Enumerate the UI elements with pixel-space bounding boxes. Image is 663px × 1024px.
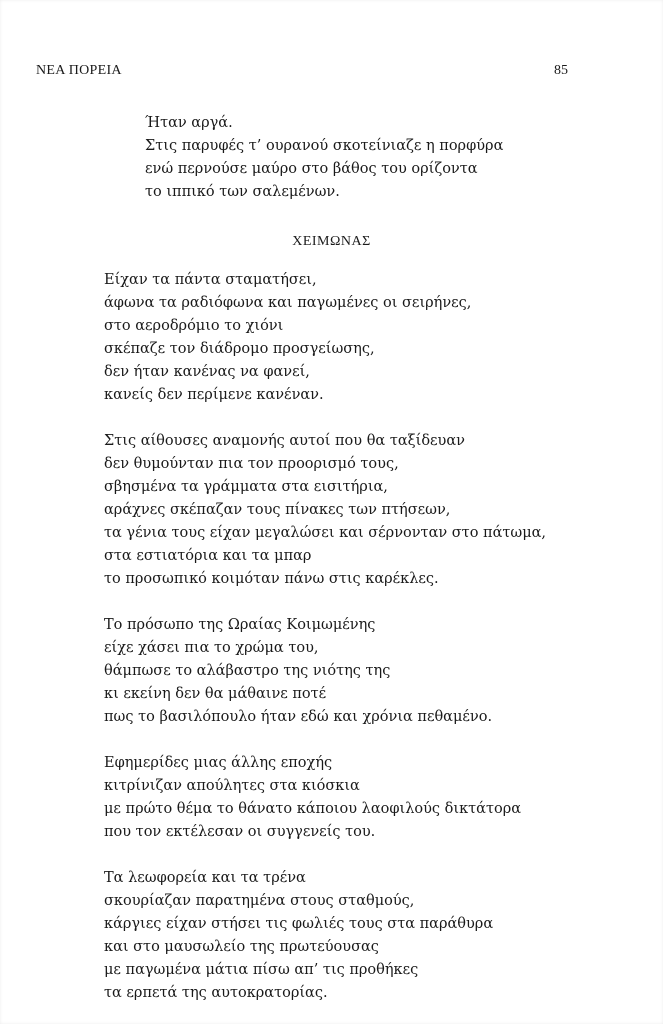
poem-line: στο αεροδρόμιο το χιόνι: [104, 318, 284, 334]
poem-line: δεν ήταν κανένας να φανεί,: [104, 364, 310, 380]
stanza: [104, 867, 546, 1005]
poem-line: Το πρόσωπο της Ωραίας Κοιμωμένης: [104, 617, 376, 633]
running-head: ΝΕΑ ΠΟΡΕΙΑ: [36, 63, 122, 78]
poem-line: και στο μαυσωλείο της πρωτεύουσας: [104, 939, 379, 955]
poem-line: Τα λεωφορεία και τα τρένα: [104, 870, 306, 886]
poem-line: σβησμένα τα γράμματα στα εισιτήρια,: [104, 479, 388, 495]
poem-line: ενώ περνούσε μαύρο στο βάθος του ορίζοντα: [145, 161, 478, 177]
stanza: [104, 269, 546, 407]
poem-line: κιτρίνιζαν απούλητες στα κιόσκια: [104, 778, 360, 794]
stanza: [104, 614, 546, 729]
poem-line: σκέπαζε τον διάδρομο προσγείωσης,: [104, 341, 375, 357]
poem-line: με παγωμένα μάτια πίσω απ’ τις προθήκες: [104, 962, 419, 978]
poem-line: αράχνες σκέπαζαν τους πίνακες των πτήσεων,: [104, 502, 451, 518]
poem-line: άφωνα τα ραδιόφωνα και παγωμένες οι σειρήνες,: [104, 295, 472, 311]
poem-line: με πρώτο θέμα το θάνατο κάποιου λαοφιλούς δικτάτορα: [104, 801, 522, 817]
poem-line: το ιππικό των σαλεμένων.: [145, 184, 340, 200]
poem-line: Στις παρυφές τ’ ουρανού σκοτείνιαζε η πορφύρα: [145, 138, 504, 154]
poem-line: είχε χάσει πια το χρώμα του,: [104, 640, 319, 656]
intro-stanza: [145, 112, 503, 204]
poem-line: δεν θυμούνταν πια τον προορισμό τους,: [104, 456, 399, 472]
poem-line: Είχαν τα πάντα σταματήσει,: [104, 272, 317, 288]
poem-line: Ήταν αργά.: [145, 115, 233, 131]
poem-body: [104, 269, 546, 1005]
poem-line: σκουρίαζαν παρατημένα στους σταθμούς,: [104, 893, 415, 909]
poem-line: που τον εκτέλεσαν οι συγγενείς του.: [104, 824, 376, 840]
poem-line: το προσωπικό κοιμόταν πάνω στις καρέκλες.: [104, 571, 439, 587]
stanza: [104, 430, 546, 591]
page-number: 85: [554, 63, 568, 78]
poem-line: κάργιες είχαν στήσει τις φωλιές τους στα παράθυρα: [104, 916, 494, 932]
poem-line: τα ερπετά της αυτοκρατορίας.: [104, 985, 328, 1001]
poem-line: πως το βασιλόπουλο ήταν εδώ και χρόνια πεθαμένο.: [104, 709, 493, 725]
poem-line: στα εστιατόρια και τα μπαρ: [104, 548, 312, 564]
stanza: [104, 752, 546, 844]
poem-title: ΧΕΙΜΩΝΑΣ: [292, 234, 371, 249]
poem-line: Εφημερίδες μιας άλλης εποχής: [104, 755, 333, 771]
poem-line: Στις αίθουσες αναμονής αυτοί που θα ταξίδευαν: [104, 433, 465, 449]
poem-line: θάμπωσε το αλάβαστρο της νιότης της: [104, 663, 391, 679]
poem-line: κανείς δεν περίμενε κανέναν.: [104, 387, 324, 403]
poem-line: τα γένια τους είχαν μεγαλώσει και σέρνονταν στο πάτωμα,: [104, 525, 547, 541]
poem-line: κι εκείνη δεν θα μάθαινε ποτέ: [104, 686, 327, 702]
